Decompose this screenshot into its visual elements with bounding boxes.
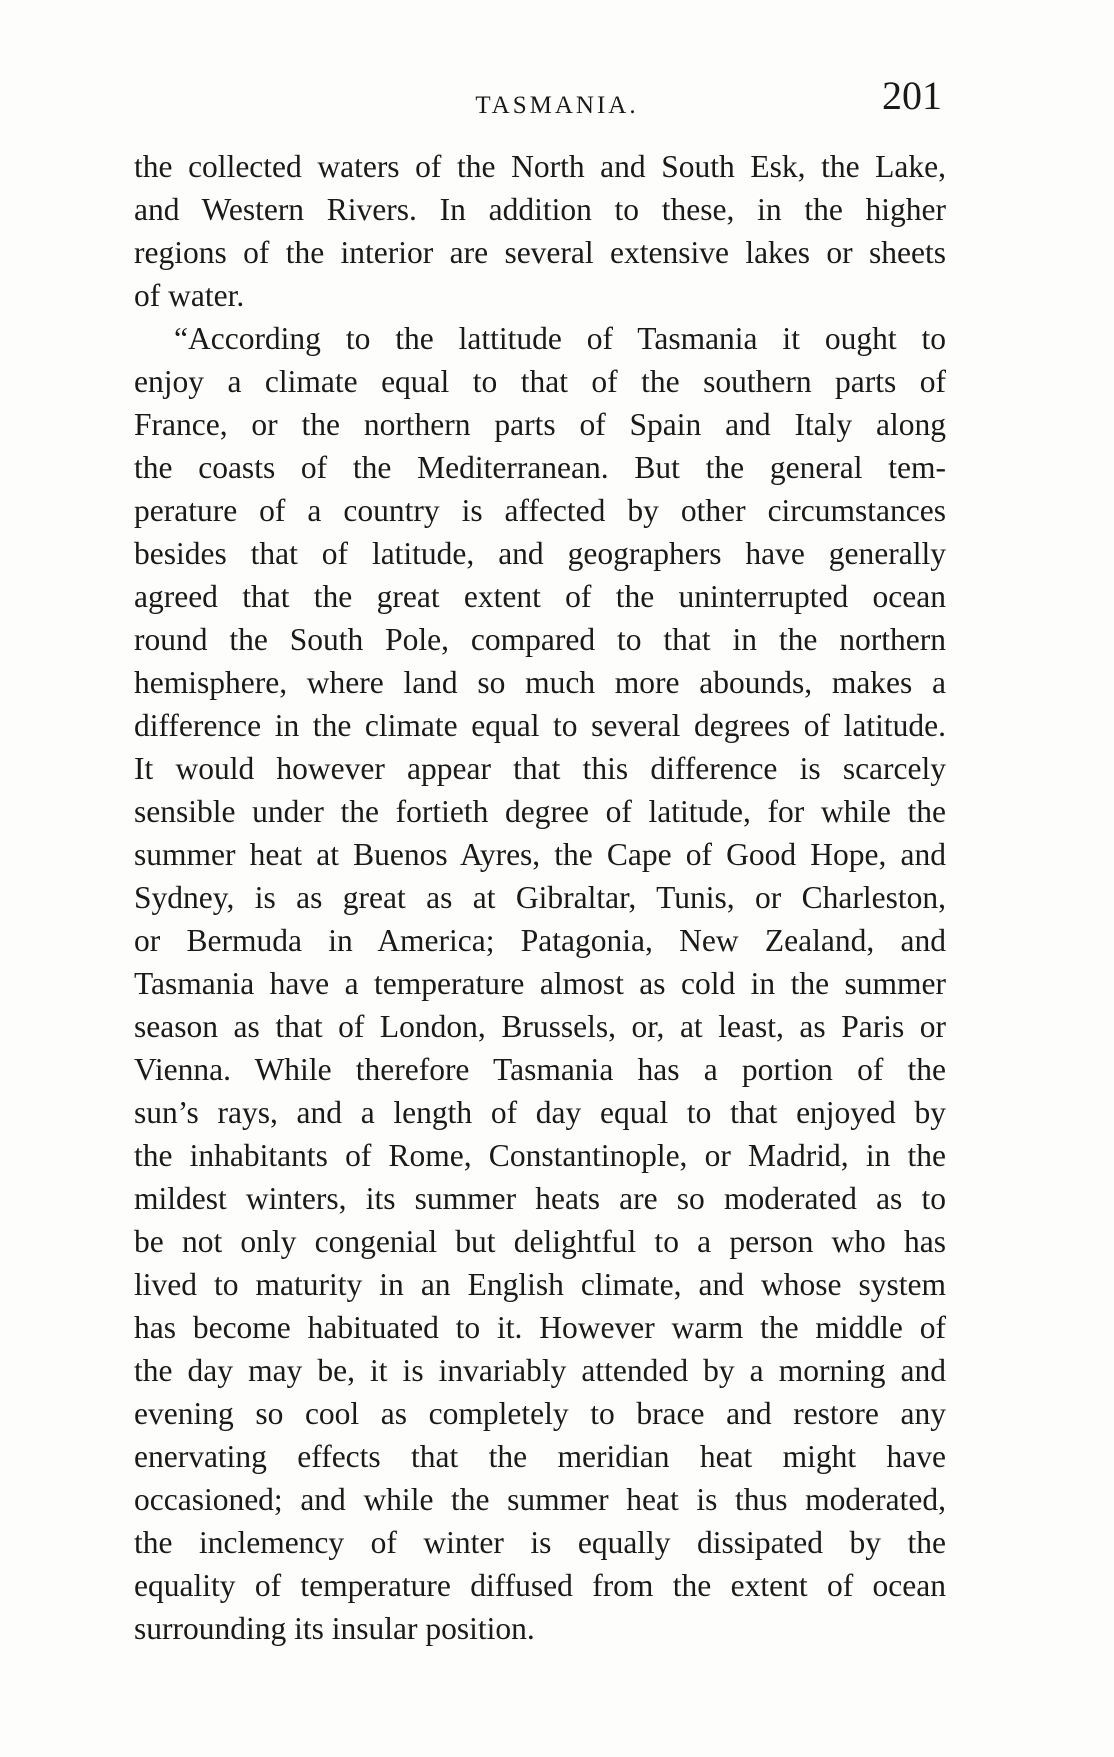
body-text	[134, 145, 946, 1650]
paragraph	[134, 317, 946, 1650]
text-line: and Western Rivers. In addition to these, in the higher	[134, 192, 946, 227]
text-line: the day may be, it is invariably attended by a morning and	[134, 1353, 946, 1388]
text-line: be not only congenial but delightful to a person who has	[134, 1224, 946, 1259]
text-line: the collected waters of the North and South Esk, the Lake,	[134, 149, 946, 184]
text-line: the coasts of the Mediterranean. But the general tem-	[134, 450, 946, 485]
text-line: evening so cool as completely to brace and restore any	[134, 1396, 946, 1431]
text-line: has become habituated to it. However warm the middle of	[134, 1310, 946, 1345]
page-header	[0, 72, 1114, 132]
page-number: 201	[882, 73, 942, 118]
text-line: of water.	[134, 278, 245, 313]
text-line: enjoy a climate equal to that of the southern parts of	[134, 364, 946, 399]
text-line: besides that of latitude, and geographers have generally	[134, 536, 946, 571]
text-line: sensible under the fortieth degree of latitude, for while the	[134, 794, 946, 829]
text-line: round the South Pole, compared to that in the northern	[134, 622, 946, 657]
text-line: regions of the interior are several extensive lakes or sheets	[134, 235, 946, 270]
text-line: Vienna. While therefore Tasmania has a portion of the	[134, 1052, 946, 1087]
text-line: hemisphere, where land so much more abounds, makes a	[134, 665, 946, 700]
text-line: the inhabitants of Rome, Constantinople, or Madrid, in the	[134, 1138, 946, 1173]
text-line: “According to the lattitude of Tasmania it ought to	[174, 321, 946, 356]
paragraph	[134, 145, 946, 317]
text-line: the inclemency of winter is equally dissipated by the	[134, 1525, 946, 1560]
text-line: It would however appear that this difference is scarcely	[134, 751, 946, 786]
text-line: difference in the climate equal to several degrees of latitude.	[134, 708, 946, 743]
text-line: occasioned; and while the summer heat is thus moderated,	[134, 1482, 946, 1517]
text-line: mildest winters, its summer heats are so moderated as to	[134, 1181, 946, 1216]
text-line: perature of a country is affected by other circumstances	[134, 493, 946, 528]
text-line: lived to maturity in an English climate, and whose system	[134, 1267, 946, 1302]
text-line: season as that of London, Brussels, or, at least, as Paris or	[134, 1009, 946, 1044]
text-line: or Bermuda in America; Patagonia, New Zealand, and	[134, 923, 946, 958]
text-line: sun’s rays, and a length of day equal to that enjoyed by	[134, 1095, 946, 1130]
text-line: equality of temperature diffused from the extent of ocean	[134, 1568, 946, 1603]
text-line: Tasmania have a temperature almost as cold in the summer	[134, 966, 946, 1001]
text-line: surrounding its insular position.	[134, 1611, 535, 1646]
text-line: enervating effects that the meridian heat might have	[134, 1439, 946, 1474]
text-line: Sydney, is as great as at Gibraltar, Tunis, or Charleston,	[134, 880, 946, 915]
running-head: TASMANIA.	[475, 92, 639, 119]
text-line: France, or the northern parts of Spain and Italy along	[134, 407, 946, 442]
text-line: summer heat at Buenos Ayres, the Cape of Good Hope, and	[134, 837, 946, 872]
text-line: agreed that the great extent of the uninterrupted ocean	[134, 579, 946, 614]
